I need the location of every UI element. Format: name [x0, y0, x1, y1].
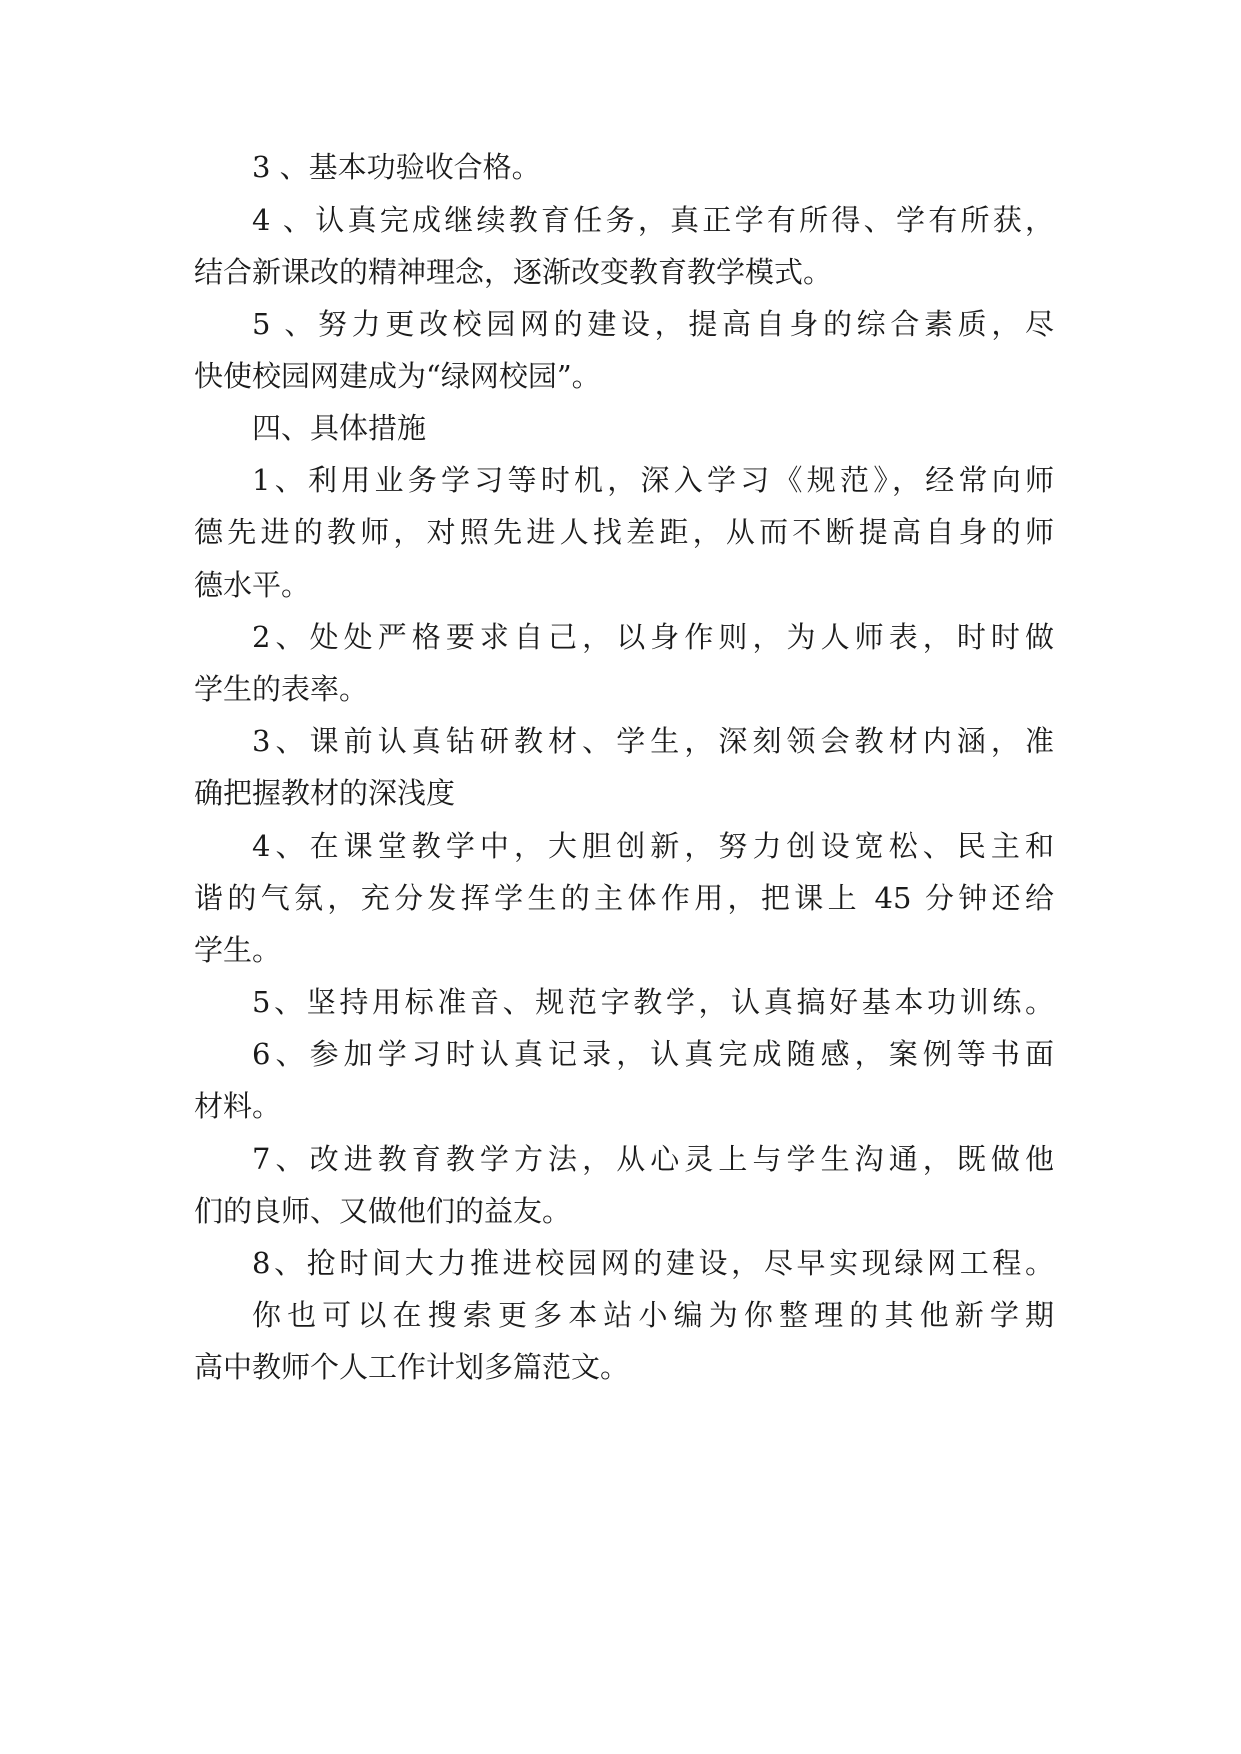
text-line: 1、利用业务学习等时机，深入学习《规范》，经常向师: [252, 463, 1054, 497]
text-line: 3、课前认真钻研教材、学生，深刻领会教材内涵，准: [252, 724, 1054, 758]
text-line: 5、坚持用标准音、规范字教学，认真搞好基本功训练。: [252, 985, 1054, 1019]
text-line: 高中教师个人工作计划多篇范文。: [194, 1350, 630, 1384]
text-line: 3 、基本功验收合格。: [252, 150, 541, 184]
text-line: 德先进的教师，对照先进人找差距，从而不断提高自身的师: [194, 515, 1054, 549]
text-line: 谐的气氛，充分发挥学生的主体作用，把课上 45 分钟还给: [194, 881, 1054, 915]
text-line: 你也可以在搜索更多本站小编为你整理的其他新学期: [252, 1298, 1054, 1332]
text-line: 7、改进教育教学方法，从心灵上与学生沟通，既做他: [252, 1142, 1054, 1176]
text-line: 8、抢时间大力推进校园网的建设，尽早实现绿网工程。: [252, 1246, 1054, 1280]
text-line: 们的良师、又做他们的益友。: [194, 1194, 572, 1228]
text-line: 材料。: [194, 1089, 282, 1123]
text-line: 快使校园网建成为“绿网校园”。: [194, 359, 601, 393]
text-line: 学生。: [194, 933, 282, 967]
section-heading: 四、具体措施: [252, 411, 427, 445]
text-line: 确把握教材的深浅度: [194, 776, 456, 810]
text-line: 4 、认真完成继续教育任务，真正学有所得、学有所获，: [252, 203, 1054, 237]
text-line: 6、参加学习时认真记录，认真完成随感，案例等书面: [252, 1037, 1054, 1071]
text-line: 德水平。: [194, 568, 311, 602]
text-line: 4、在课堂教学中，大胆创新，努力创设宽松、民主和: [252, 829, 1054, 863]
text-line: 5 、努力更改校园网的建设，提高自身的综合素质，尽: [252, 307, 1054, 341]
text-line: 2、处处严格要求自己，以身作则，为人师表，时时做: [252, 620, 1054, 654]
text-line: 学生的表率。: [194, 672, 369, 706]
text-line: 结合新课改的精神理念，逐渐改变教育教学模式。: [194, 255, 833, 289]
